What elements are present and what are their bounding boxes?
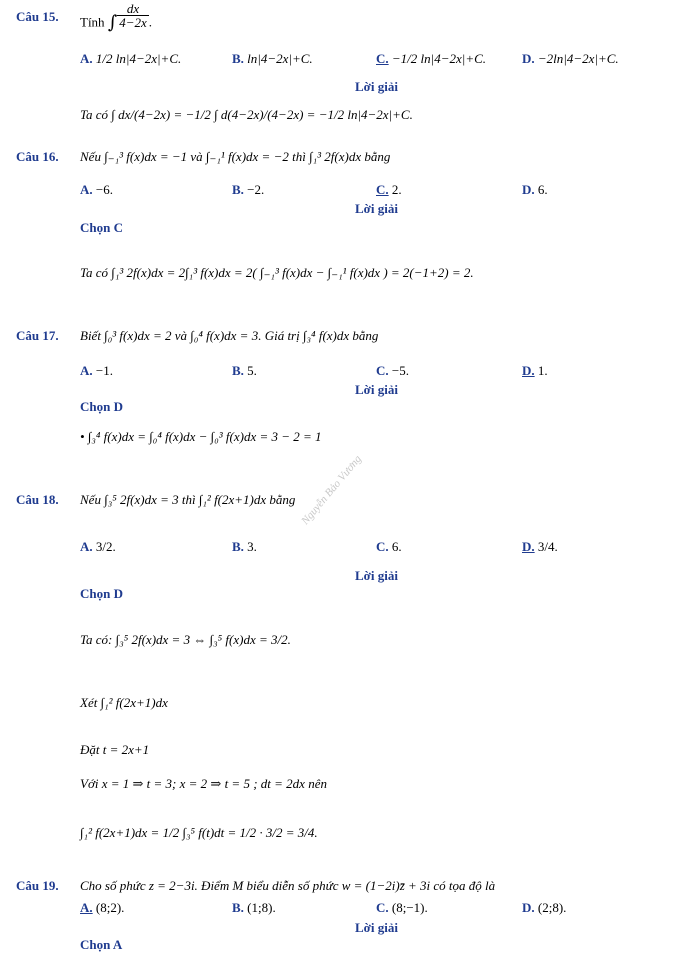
question-16-solution-title: Lời giải bbox=[355, 201, 398, 216]
question-17-option-c[interactable]: C. −5. bbox=[376, 363, 409, 378]
question-19-option-a[interactable]: A. (8;2). bbox=[80, 900, 125, 915]
question-18-option-d[interactable]: D. 3/4. bbox=[522, 539, 558, 554]
question-15-option-d[interactable]: D. −2ln|4−2x|+C. bbox=[522, 51, 619, 66]
question-18-solution-line-4: Với x = 1 ⇒ t = 3; x = 2 ⇒ t = 5 ; dt = 2dx nên bbox=[80, 776, 327, 791]
question-15-number: Câu 15. bbox=[16, 9, 59, 24]
question-16-answer: Chọn C bbox=[80, 220, 123, 235]
question-16-option-a[interactable]: A. −6. bbox=[80, 182, 113, 197]
question-15-option-a[interactable]: A. 1/2 ln|4−2x|+C. bbox=[80, 51, 182, 66]
question-18-solution-line-3: Đặt t = 2x+1 bbox=[80, 742, 150, 757]
question-16-option-c[interactable]: C. 2. bbox=[376, 182, 402, 197]
question-18-solution-line-2: Xét ∫₁² f(2x+1)dx bbox=[80, 695, 168, 710]
question-17-option-a[interactable]: A. −1. bbox=[80, 363, 113, 378]
question-17-solution-title: Lời giải bbox=[355, 382, 398, 397]
question-15-stem-word: Tính bbox=[80, 14, 105, 30]
question-19-solution-title: Lời giải bbox=[355, 920, 398, 935]
question-19-stem: Cho số phức z = 2−3i. Điểm M biểu diễn số phức w = (1−2i)z̄ + 3i có tọa độ là bbox=[80, 878, 496, 893]
question-18-solution-line-5: ∫₁² f(2x+1)dx = 1/2 ∫₃⁵ f(t)dt = 1/2 · 3/2 = 3/4. bbox=[80, 825, 318, 840]
question-19-option-d[interactable]: D. (2;8). bbox=[522, 900, 567, 915]
question-15-stem: Tính ∫ $\frac{dx}{4-2x}$ . bbox=[80, 1, 152, 34]
question-19-number: Câu 19. bbox=[16, 878, 59, 893]
question-17-number: Câu 17. bbox=[16, 328, 59, 343]
question-18-answer: Chọn D bbox=[80, 586, 123, 601]
question-17-answer: Chọn D bbox=[80, 399, 123, 414]
question-18-option-b[interactable]: B. 3. bbox=[232, 539, 257, 554]
question-18-solution-title: Lời giải bbox=[355, 568, 398, 583]
question-15-option-c[interactable]: C. −1/2 ln|4−2x|+C. bbox=[376, 51, 487, 66]
question-18-number: Câu 18. bbox=[16, 492, 59, 507]
question-15-solution-line: Ta có ∫ dx/(4−2x) = −1/2 ∫ d(4−2x)/(4−2x) = −1/2 ln|4−2x|+C. bbox=[80, 107, 413, 122]
question-17-option-d[interactable]: D. 1. bbox=[522, 363, 548, 378]
question-18-option-c[interactable]: C. 6. bbox=[376, 539, 402, 554]
question-15-solution-title: Lời giải bbox=[355, 79, 398, 94]
bullet-icon: • bbox=[80, 429, 85, 444]
question-19-option-b[interactable]: B. (1;8). bbox=[232, 900, 276, 915]
question-19-option-c[interactable]: C. (8;−1). bbox=[376, 900, 428, 915]
question-15-option-b[interactable]: B. ln|4−2x|+C. bbox=[232, 51, 313, 66]
question-16-stem: Nếu ∫₋₁³ f(x)dx = −1 và ∫₋₁¹ f(x)dx = −2 thì ∫₁³ 2f(x)dx bằng bbox=[80, 149, 391, 164]
question-17-stem: Biết ∫₀³ f(x)dx = 2 và ∫₀⁴ f(x)dx = 3. Giá trị ∫₃⁴ f(x)dx bằng bbox=[80, 328, 379, 343]
question-15-integrand-den: 4−2x bbox=[119, 15, 147, 30]
question-17-option-b[interactable]: B. 5. bbox=[232, 363, 257, 378]
question-15-integrand-num: dx bbox=[117, 2, 149, 16]
question-16-option-b[interactable]: B. −2. bbox=[232, 182, 265, 197]
question-16-number: Câu 16. bbox=[16, 149, 59, 164]
question-16-option-d[interactable]: D. 6. bbox=[522, 182, 548, 197]
question-18-solution-line-1: Ta có: ∫₃⁵ 2f(x)dx = 3 ⇔ ∫₃⁵ f(x)dx = 3/2. bbox=[80, 632, 291, 647]
question-18-option-a[interactable]: A. 3/2. bbox=[80, 539, 116, 554]
question-19-answer: Chọn A bbox=[80, 937, 123, 952]
question-18-stem: Nếu ∫₃⁵ 2f(x)dx = 3 thì ∫₁² f(2x+1)dx bằng bbox=[80, 492, 296, 507]
watermark: Nguyễn Bảo Vương bbox=[299, 453, 364, 528]
question-16-solution-line: Ta có ∫₁³ 2f(x)dx = 2∫₁³ f(x)dx = 2( ∫₋₁³ f(x)dx − ∫₋₁¹ f(x)dx ) = 2(−1+2) = 2. bbox=[80, 265, 474, 280]
question-17-solution-line: • ∫₃⁴ f(x)dx = ∫₀⁴ f(x)dx − ∫₀³ f(x)dx = 3 − 2 = 1 bbox=[80, 429, 322, 444]
